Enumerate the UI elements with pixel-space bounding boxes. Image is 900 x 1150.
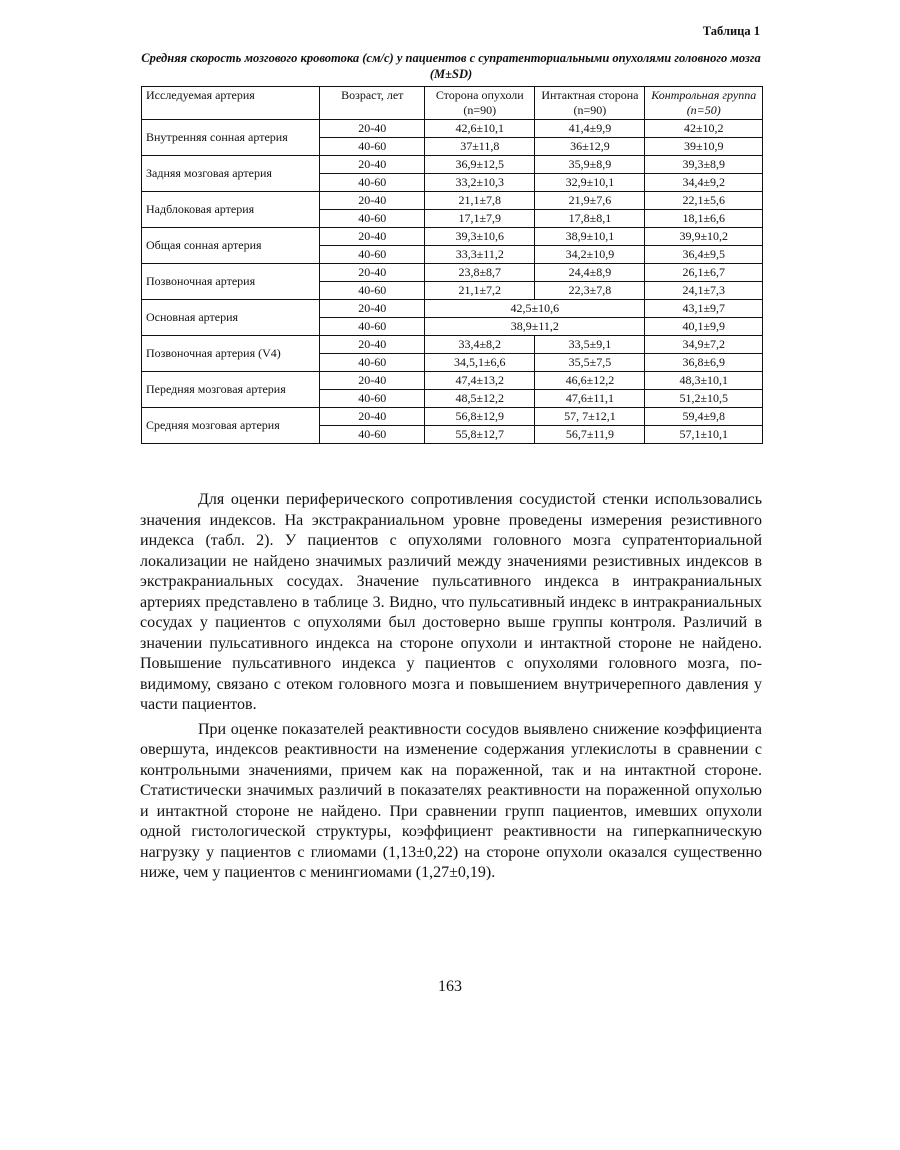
tumor-side-cell: 33,3±11,2 <box>425 246 535 264</box>
age-cell: 40-60 <box>320 138 425 156</box>
tumor-side-cell: 37±11,8 <box>425 138 535 156</box>
age-cell: 20-40 <box>320 228 425 246</box>
control-cell: 34,4±9,2 <box>645 174 763 192</box>
tumor-side-cell: 36,9±12,5 <box>425 156 535 174</box>
control-cell: 40,1±9,9 <box>645 318 763 336</box>
artery-name-cell: Задняя мозговая артерия <box>142 156 320 192</box>
control-cell: 36,4±9,5 <box>645 246 763 264</box>
control-cell: 26,1±6,7 <box>645 264 763 282</box>
table-row <box>142 408 763 426</box>
artery-name-cell: Позвоночная артерия <box>142 264 320 300</box>
control-cell: 39,3±8,9 <box>645 156 763 174</box>
age-cell: 40-60 <box>320 354 425 372</box>
age-cell: 40-60 <box>320 246 425 264</box>
blood-flow-table <box>141 86 763 444</box>
control-cell: 18,1±6,6 <box>645 210 763 228</box>
control-cell: 42±10,2 <box>645 120 763 138</box>
intact-side-cell: 32,9±10,1 <box>535 174 645 192</box>
artery-name-cell: Основная артерия <box>142 300 320 336</box>
intact-side-cell: 46,6±12,2 <box>535 372 645 390</box>
control-cell: 36,8±6,9 <box>645 354 763 372</box>
intact-side-cell: 56,7±11,9 <box>535 426 645 444</box>
intact-side-cell: 47,6±11,1 <box>535 390 645 408</box>
control-cell: 43,1±9,7 <box>645 300 763 318</box>
age-cell: 20-40 <box>320 264 425 282</box>
intact-side-cell: 36±12,9 <box>535 138 645 156</box>
age-cell: 20-40 <box>320 120 425 138</box>
header-age: Возраст, лет <box>320 87 425 120</box>
age-cell: 20-40 <box>320 336 425 354</box>
age-cell: 40-60 <box>320 210 425 228</box>
intact-side-cell: 38,9±10,1 <box>535 228 645 246</box>
body-text <box>140 490 762 884</box>
table-row <box>142 192 763 210</box>
header-artery: Исследуемая артерия <box>142 87 320 120</box>
age-cell: 20-40 <box>320 372 425 390</box>
control-cell: 48,3±10,1 <box>645 372 763 390</box>
header-tumor-side: Сторона опухоли (n=90) <box>425 87 535 120</box>
merged-value-cell: 38,9±11,2 <box>425 318 645 336</box>
table-row <box>142 228 763 246</box>
table-header-row <box>142 87 763 120</box>
tumor-side-cell: 42,6±10,1 <box>425 120 535 138</box>
table-row <box>142 336 763 354</box>
artery-name-cell: Внутренняя сонная артерия <box>142 120 320 156</box>
tumor-side-cell: 17,1±7,9 <box>425 210 535 228</box>
table-row <box>142 264 763 282</box>
table-row <box>142 120 763 138</box>
age-cell: 20-40 <box>320 192 425 210</box>
intact-side-cell: 57, 7±12,1 <box>535 408 645 426</box>
table-row <box>142 300 763 318</box>
intact-side-cell: 34,2±10,9 <box>535 246 645 264</box>
control-cell: 57,1±10,1 <box>645 426 763 444</box>
control-cell: 39,9±10,2 <box>645 228 763 246</box>
intact-side-cell: 35,9±8,9 <box>535 156 645 174</box>
tumor-side-cell: 56,8±12,9 <box>425 408 535 426</box>
intact-side-cell: 21,9±7,6 <box>535 192 645 210</box>
intact-side-cell: 22,3±7,8 <box>535 282 645 300</box>
age-cell: 40-60 <box>320 426 425 444</box>
table-label: Таблица 1 <box>702 24 760 38</box>
control-cell: 39±10,9 <box>645 138 763 156</box>
table-caption: Средняя скорость мозгового кровотока (см/с) у пациентов с супратенториальными опухолями головного мозга (M±SD) <box>141 51 761 81</box>
artery-name-cell: Передняя мозговая артерия <box>142 372 320 408</box>
artery-name-cell: Средняя мозговая артерия <box>142 408 320 444</box>
age-cell: 40-60 <box>320 318 425 336</box>
age-cell: 40-60 <box>320 174 425 192</box>
age-cell: 20-40 <box>320 300 425 318</box>
table-row <box>142 156 763 174</box>
table-row <box>142 372 763 390</box>
artery-name-cell: Общая сонная артерия <box>142 228 320 264</box>
intact-side-cell: 35,5±7,5 <box>535 354 645 372</box>
tumor-side-cell: 48,5±12,2 <box>425 390 535 408</box>
tumor-side-cell: 21,1±7,8 <box>425 192 535 210</box>
control-cell: 51,2±10,5 <box>645 390 763 408</box>
artery-name-cell: Позвоночная артерия (V4) <box>142 336 320 372</box>
tumor-side-cell: 55,8±12,7 <box>425 426 535 444</box>
tumor-side-cell: 33,4±8,2 <box>425 336 535 354</box>
tumor-side-cell: 39,3±10,6 <box>425 228 535 246</box>
control-cell: 24,1±7,3 <box>645 282 763 300</box>
age-cell: 40-60 <box>320 390 425 408</box>
age-cell: 20-40 <box>320 408 425 426</box>
tumor-side-cell: 34,5,1±6,6 <box>425 354 535 372</box>
page-number: 163 <box>438 978 462 995</box>
intact-side-cell: 17,8±8,1 <box>535 210 645 228</box>
tumor-side-cell: 23,8±8,7 <box>425 264 535 282</box>
artery-name-cell: Надблоковая артерия <box>142 192 320 228</box>
header-intact-side: Интактная сторона (n=90) <box>535 87 645 120</box>
intact-side-cell: 41,4±9,9 <box>535 120 645 138</box>
age-cell: 40-60 <box>320 282 425 300</box>
paragraph: При оценке показателей реактивности сосудов выявлено снижение коэффициента овершута, индексов реактивности на изменение содержания углекислоты в сравнении с контрольными значениями, причем как на пораженной, так и на интактной стороне. Статистически значимых различий в показателях реактивности на пораженной опухолью и интактной стороне не найдено. При сравнении групп пациентов, имевших опухоли одной гистологической структуры, коэффициент реактивности на гиперкапническую нагрузку у пациентов с глиомами (1,13±0,22) на стороне опухоли оказался существенно ниже, чем у пациентов с менингиомами (1,27±0,19). <box>140 720 762 881</box>
tumor-side-cell: 47,4±13,2 <box>425 372 535 390</box>
paragraph: Для оценки периферического сопротивления сосудистой стенки использовались значения индексов. На экстракраниальном уровне проведены измерения резистивного индекса (табл. 2). У пациентов с опухолями головного мозга супратенториальной локализации не найдено значимых различий между значениями резистивных индексов в экстракраниальных сосудах. Значение пульсативного индекса в интракраниальных артериях представлено в таблице 3. Видно, что пульсативный индекс в интракраниальных сосудах у пациентов с опухолями был достоверно выше группы контроля. Различий в значении пульсативного индекса на стороне опухоли и интактной стороне не найдено. Повышение пульсативного индекса у пациентов с опухолями головного мозга, по-видимому, связано с отеком головного мозга и повышением внутричерепного давления у части пациентов. <box>140 491 762 713</box>
age-cell: 20-40 <box>320 156 425 174</box>
table-body <box>142 120 763 444</box>
control-cell: 34,9±7,2 <box>645 336 763 354</box>
control-cell: 22,1±5,6 <box>645 192 763 210</box>
control-cell: 59,4±9,8 <box>645 408 763 426</box>
tumor-side-cell: 21,1±7,2 <box>425 282 535 300</box>
merged-value-cell: 42,5±10,6 <box>425 300 645 318</box>
intact-side-cell: 24,4±8,9 <box>535 264 645 282</box>
header-control-group: Контрольная группа (n=50) <box>645 87 763 120</box>
intact-side-cell: 33,5±9,1 <box>535 336 645 354</box>
tumor-side-cell: 33,2±10,3 <box>425 174 535 192</box>
